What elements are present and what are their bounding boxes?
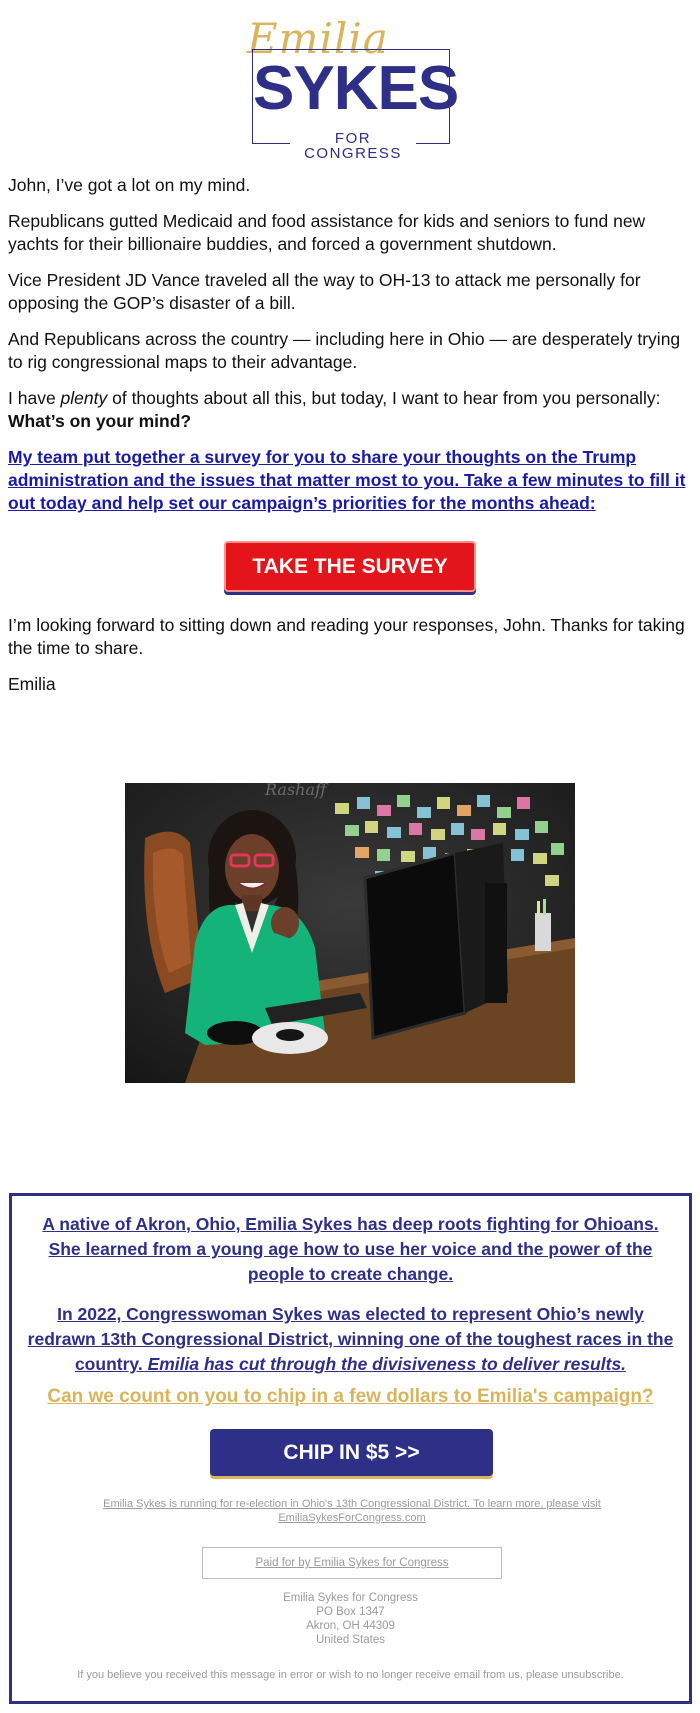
logo-last-name: SYKES [253, 54, 459, 123]
paragraph-maps: And Republicans across the country — including here in Ohio — are desperately trying to rig congressional maps to their advantage. [8, 329, 681, 372]
closing-paragraph: I’m looking forward to sitting down and reading your responses, John. Thanks for taking the time to share. [8, 615, 685, 658]
survey-cta-wrap [8, 541, 692, 592]
survey-link[interactable]: My team put together a survey for you to share your thoughts on the Trump administration and the issues that matter most to you. Take a few minutes to fill it out today and help set our campaign’s priorities for the months ahead: [8, 447, 686, 513]
paragraph-thoughts: I have plenty of thoughts about all this, but today, I want to hear from you personally: What’s on your mind? [8, 388, 661, 431]
greeting: John, I’ve got a lot on my mind. [8, 175, 251, 195]
take-survey-button[interactable]: TAKE THE SURVEY [224, 541, 476, 592]
logo-tagline: FOR CONGRESS [290, 131, 416, 161]
campaign-logo [245, 14, 459, 162]
email-body [8, 174, 692, 709]
paid-for-box [202, 1547, 502, 1579]
disclaimer-text [72, 1497, 632, 1525]
chip-in-button[interactable]: CHIP IN $5 >> [210, 1429, 493, 1476]
paragraph-vance: Vice President JD Vance traveled all the way to OH-13 to attack me personally for opposing the GOP’s disaster of a bill. [8, 270, 641, 313]
candidate-photo-illustration [125, 783, 575, 1083]
mailing-address: Emilia Sykes for Congress PO Box 1347 Akron, OH 44309 United States [283, 1592, 418, 1646]
unsubscribe-note[interactable]: If you believe you received this message in error or wish to no longer receive email from us, please unsubscribe. [77, 1669, 624, 1681]
bio-paragraph-election[interactable]: In 2022, Congresswoman Sykes was elected to represent Ohio’s newly redrawn 13th Congressional District, winning one of the toughest races in the country. Emilia has cut through the divisiveness to deliver results. [27, 1304, 674, 1374]
disclaimer-link[interactable]: Emilia Sykes is running for re-election in Ohio's 13th Congressional District. To learn more, please visit EmiliaSykesForCongress.com [103, 1498, 601, 1524]
logo-first-name: Emilia [247, 14, 389, 63]
bio-paragraph-roots[interactable]: A native of Akron, Ohio, Emilia Sykes has deep roots fighting for Ohioans. She learned from a young age how to use her voice and the power of the people to create change. [42, 1214, 659, 1284]
logo-frame [252, 49, 459, 162]
candidate-photo [125, 783, 575, 1083]
question-bold: What’s on your mind? [8, 411, 192, 431]
signoff: Emilia [8, 674, 56, 694]
wall-handwriting: Rashaff [265, 783, 327, 799]
donation-ask-link[interactable]: Can we count on you to chip in a few dollars to Emilia's campaign? [47, 1386, 654, 1407]
paid-for-link[interactable]: Paid for by Emilia Sykes for Congress [255, 1557, 449, 1569]
about-panel [9, 1193, 692, 1704]
paragraph-medicaid: Republicans gutted Medicaid and food assistance for kids and seniors to fund new yachts for their billionaire buddies, and forced a government shutdown. [8, 211, 646, 254]
